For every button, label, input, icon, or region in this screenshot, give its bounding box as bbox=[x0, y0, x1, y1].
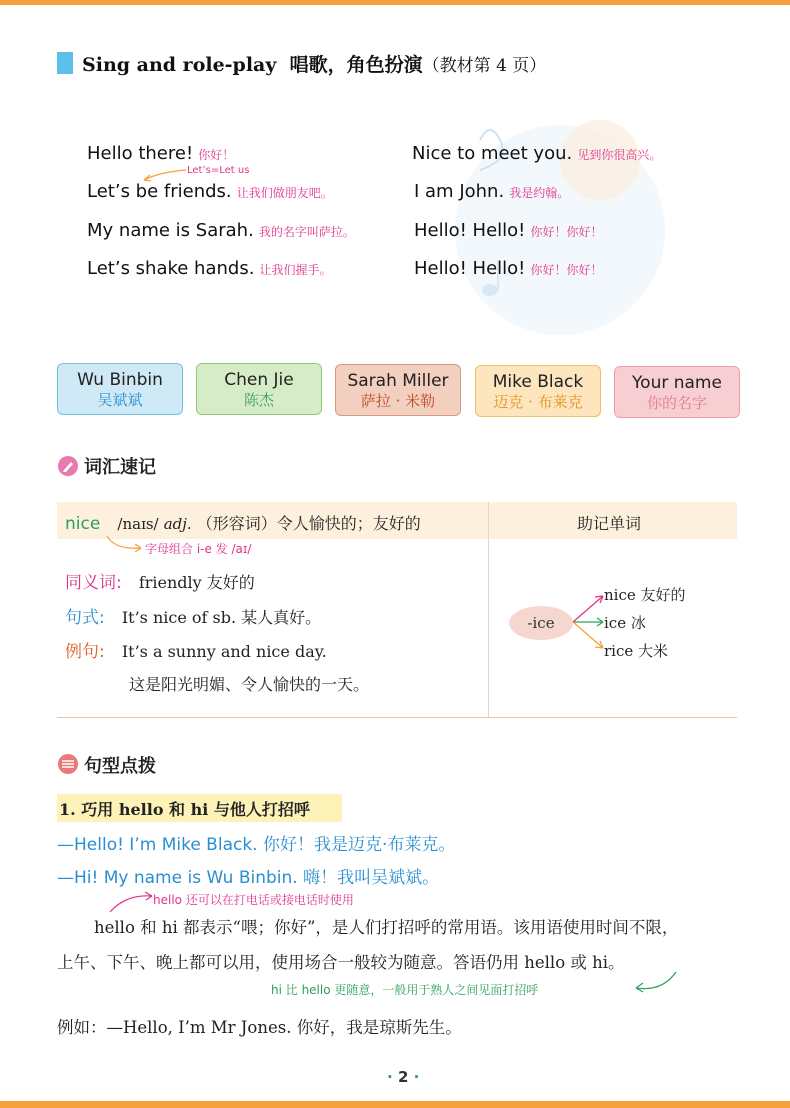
example-dialog: 例如：—Hello, I’m Mr Jones. 你好，我是琼斯先生。 bbox=[57, 1018, 462, 1037]
mnemonic-word-3: rice 大米 bbox=[604, 642, 669, 660]
pencil-icon bbox=[58, 456, 78, 476]
synonym-label: 同义词: bbox=[65, 573, 122, 593]
bottom-border bbox=[0, 1101, 790, 1108]
vocab-heading: 词汇速记 bbox=[84, 457, 156, 478]
section-title bbox=[82, 50, 546, 77]
example-en: It’s a sunny and nice day. bbox=[121, 642, 327, 661]
section-title-cn: 唱歌，角色扮演 bbox=[289, 54, 423, 76]
phone-note-arrow-icon bbox=[108, 890, 154, 914]
section-title-ref: （教材第 4 页） bbox=[422, 56, 547, 76]
song-line-right-4: Hello! Hello! 你好！你好！ bbox=[414, 258, 603, 279]
song-line-right-3: Hello! Hello! 你好！你好！ bbox=[414, 220, 603, 241]
name-card-mike-black: Mike Black 迈克 · 布莱克 bbox=[475, 365, 601, 417]
pattern-row bbox=[65, 603, 321, 628]
mnemonic-word-2: ice 冰 bbox=[604, 614, 646, 632]
lets-note: Let’s=Let us bbox=[187, 165, 250, 176]
song-line-right-1: Nice to meet you. 见到你很高兴。 bbox=[412, 143, 662, 164]
vocab-table-divider bbox=[488, 502, 489, 718]
memory-header: 助记单词 bbox=[577, 514, 642, 533]
song-line-left-1: Hello there! 你好！ bbox=[87, 143, 235, 164]
pattern-label: 句式: bbox=[65, 608, 105, 628]
synonym-row bbox=[65, 568, 255, 593]
song-line-right-2: I am John. 我是约翰。 bbox=[414, 181, 570, 202]
vocab-table bbox=[57, 502, 737, 718]
hi-note: hi 比 hello 更随意，一般用于熟人之间见面打招呼 bbox=[271, 983, 539, 997]
phonics-note: 字母组合 i-e 发 /aɪ/ bbox=[145, 542, 252, 556]
vocab-word: nice bbox=[65, 514, 101, 534]
page-number: · 2 · bbox=[387, 1068, 420, 1086]
point-title: 1. 巧用 hello 和 hi 与他人打招呼 bbox=[59, 800, 310, 819]
section-marker bbox=[57, 52, 73, 74]
top-border bbox=[0, 0, 790, 5]
example-cn: 这是阳光明媚、令人愉快的一天。 bbox=[129, 675, 370, 694]
sentence-icon bbox=[58, 754, 78, 774]
song-line-left-3: My name is Sarah. 我的名字叫萨拉。 bbox=[87, 220, 355, 241]
mnemonic-root: -ice bbox=[509, 606, 573, 640]
dialog-line-1: —Hello! I’m Mike Black. 你好！我是迈克·布莱克。 bbox=[57, 835, 456, 855]
phonics-arrow-icon bbox=[105, 532, 145, 554]
vocab-pos: adj. bbox=[163, 515, 192, 533]
sentence-heading: 句型点拨 bbox=[84, 756, 156, 777]
vocab-definition: （形容词）令人愉快的；友好的 bbox=[196, 514, 421, 533]
name-card-chen-jie: Chen Jie 陈杰 bbox=[196, 363, 322, 415]
vocab-entry bbox=[65, 511, 421, 534]
name-card-your-name: Your name 你的名字 bbox=[614, 366, 740, 418]
pattern-value: It’s nice of sb. 某人真好。 bbox=[121, 608, 322, 627]
song-line-left-4: Let’s shake hands. 让我们握手。 bbox=[87, 258, 332, 279]
example-label: 例句: bbox=[65, 642, 105, 662]
section-title-en: Sing and role-play bbox=[82, 54, 277, 76]
dialog-line-2: —Hi! My name is Wu Binbin. 嗨！我叫吴斌斌。 bbox=[57, 868, 440, 888]
synonym-value: friendly 友好的 bbox=[138, 573, 255, 592]
explanation-line-1: hello 和 hi 都表示“喂；你好”，是人们打招呼的常用语。该用语使用时间不限， bbox=[94, 918, 679, 937]
vocab-table-bottom-line bbox=[57, 717, 737, 718]
name-card-wu-binbin: Wu Binbin 吴斌斌 bbox=[57, 363, 183, 415]
hi-note-arrow-icon bbox=[632, 970, 678, 996]
song-line-left-2: Let’s be friends. 让我们做朋友吧。 bbox=[87, 181, 333, 202]
vocab-phonetic: /naɪs/ bbox=[117, 515, 159, 533]
name-card-sarah-miller: Sarah Miller 萨拉 · 米勒 bbox=[335, 364, 461, 416]
phone-note: hello 还可以在打电话或接电话时使用 bbox=[153, 893, 354, 907]
mnemonic-arrows-icon bbox=[571, 582, 607, 662]
mnemonic-word-1: nice 友好的 bbox=[604, 586, 686, 604]
explanation-line-2: 上午、下午、晚上都可以用，使用场合一般较为随意。答语仍用 hello 或 hi。 bbox=[57, 953, 625, 972]
example-row bbox=[65, 637, 327, 662]
